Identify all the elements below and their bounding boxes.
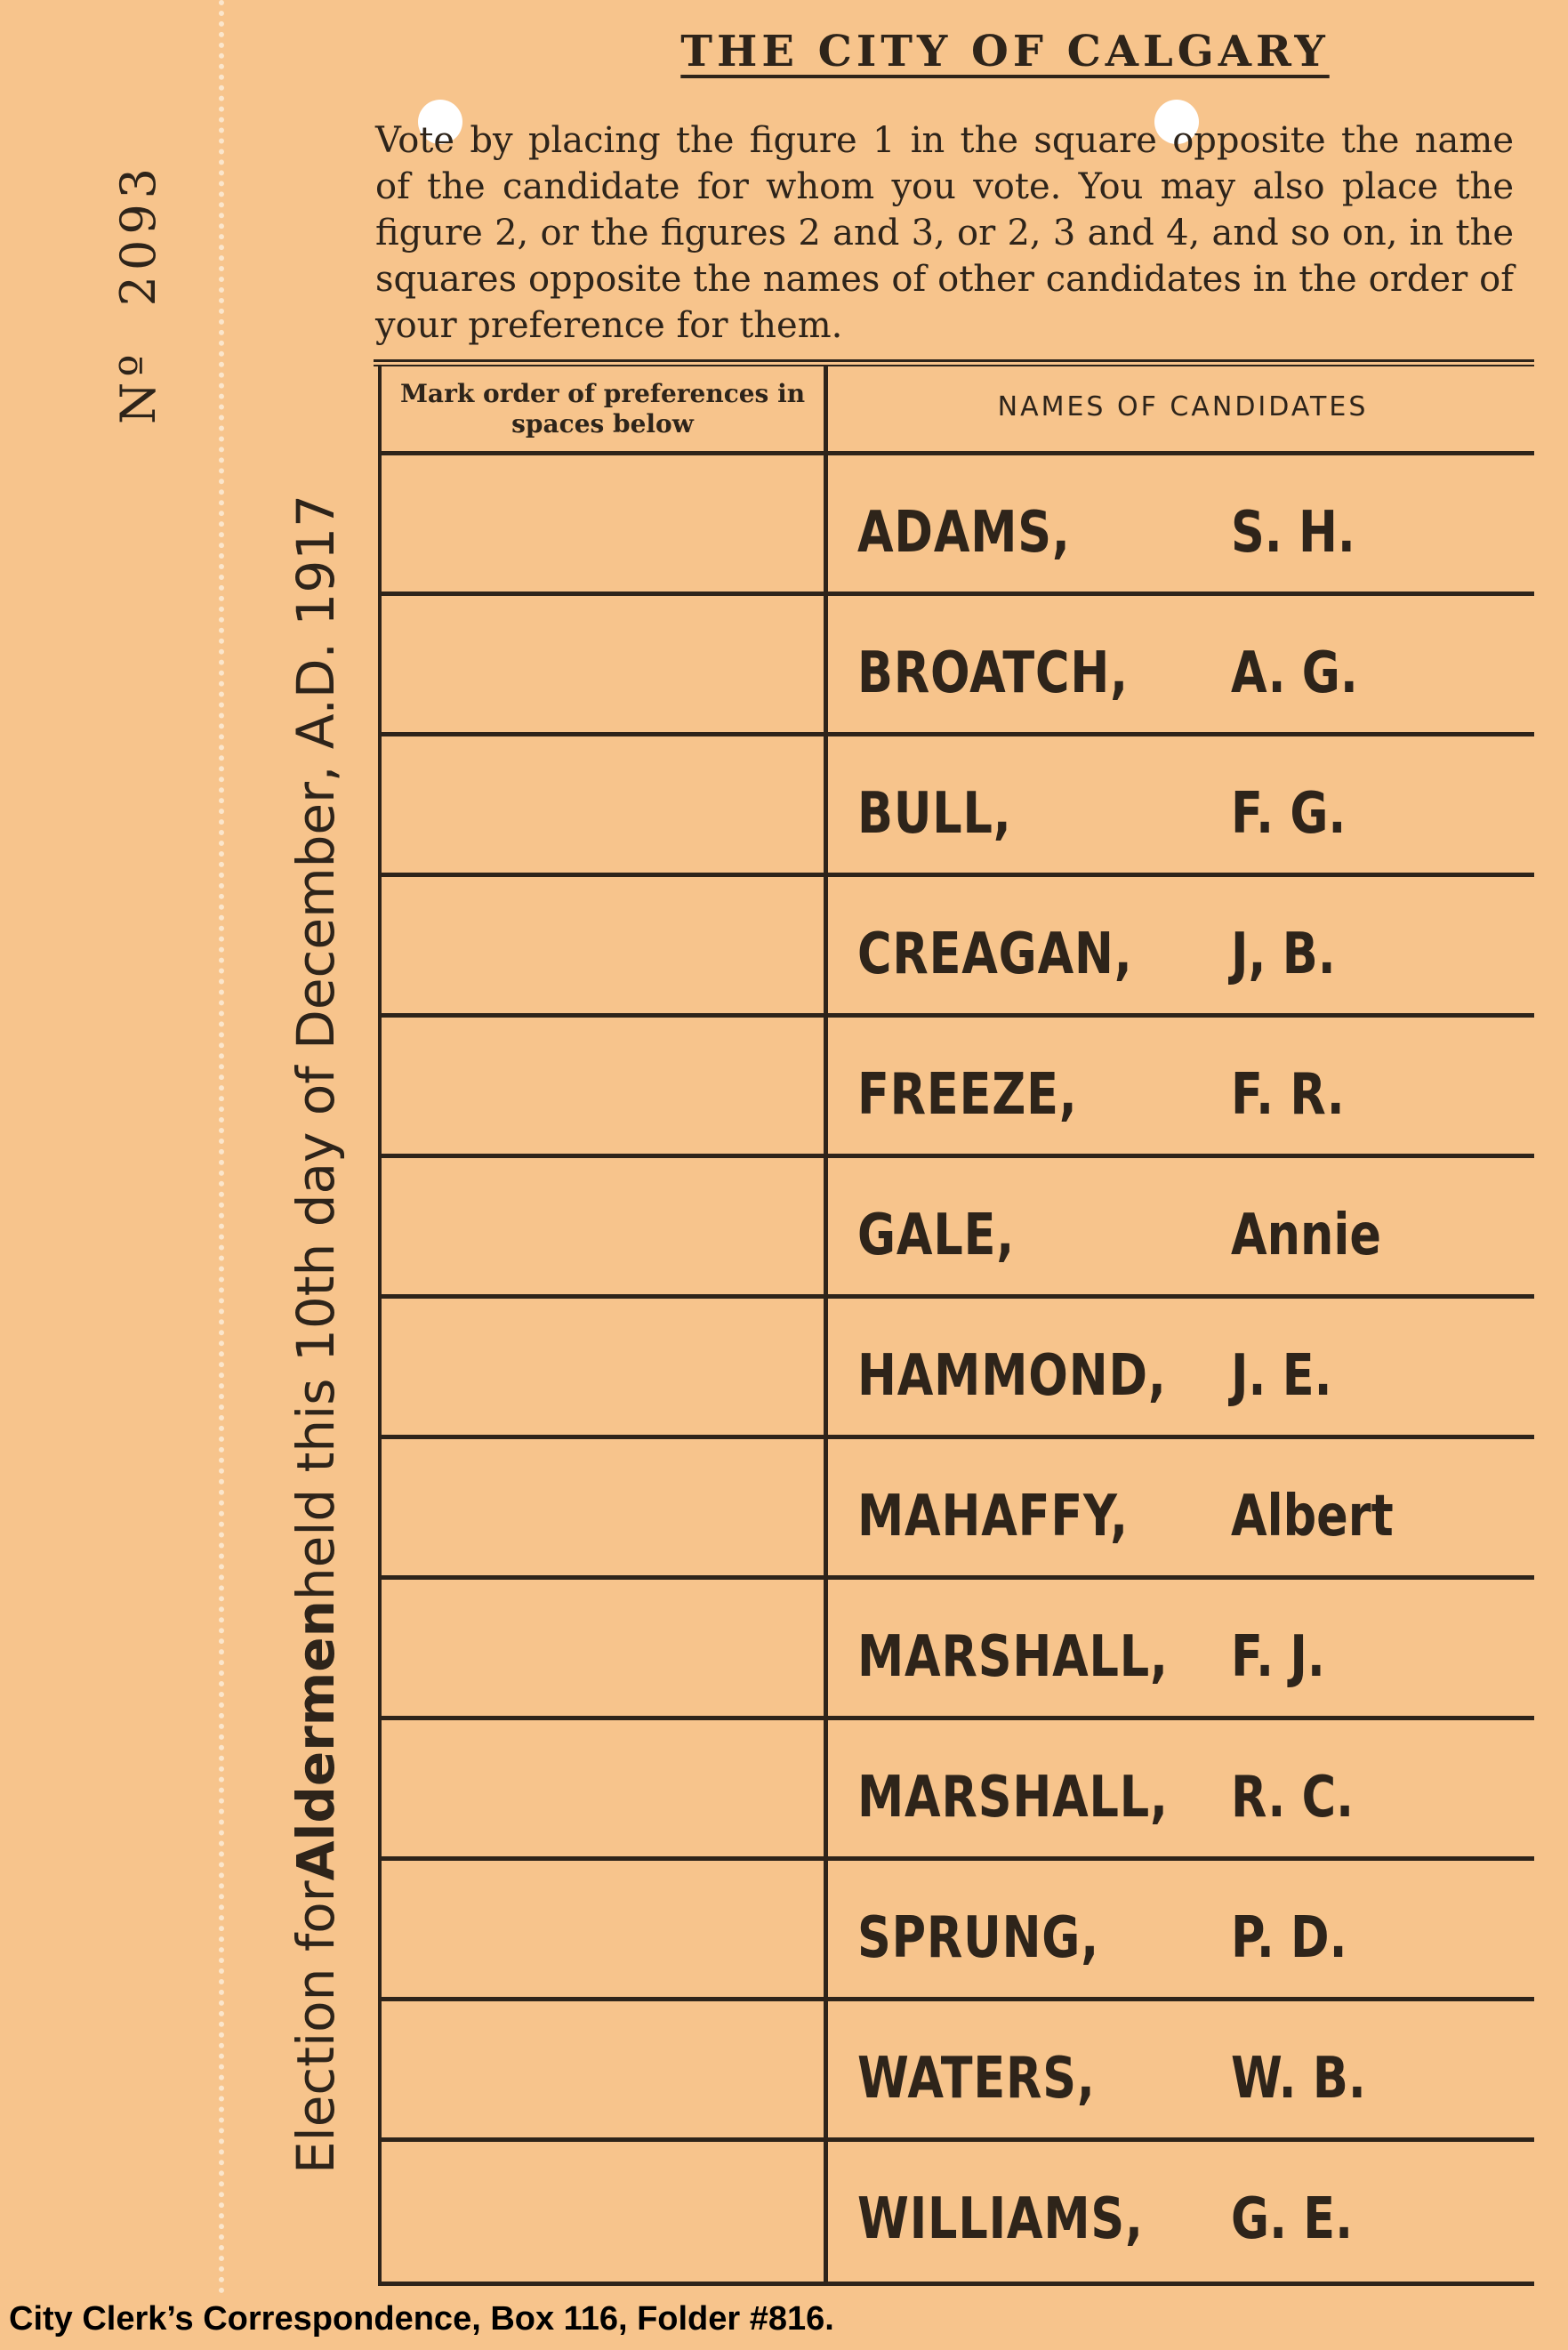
candidate-initials: G. E. [1231,2186,1354,2252]
candidate-surname: MAHAFFY, [857,1484,1129,1549]
candidates-header: NAMES OF CANDIDATES [997,391,1369,423]
candidate-row [382,1580,1534,1720]
preference-box[interactable] [382,455,824,592]
preferences-header: Mark order of preferences in spaces below [399,379,806,439]
candidate-initials: W. B. [1231,2046,1366,2112]
candidate-surname: BROATCH, [857,640,1129,706]
ballot-table [378,366,1534,2286]
candidate-initials: S. H. [1231,500,1355,566]
candidate-initials: J, B. [1231,921,1336,987]
ballot-header-row [382,366,1534,455]
candidate-initials: J. E. [1231,1343,1332,1409]
serial-value: 2093 [109,162,166,307]
candidate-surname: MARSHALL, [857,1624,1169,1690]
candidate-surname: GALE, [857,1203,1016,1268]
election-title-before: Election for [285,1880,346,2175]
candidate-row [382,1720,1534,1861]
archive-caption: City Clerk’s Correspondence, Box 116, Folder #816. [9,2300,834,2338]
preference-box[interactable] [382,736,824,873]
candidate-surname: SPRUNG, [857,1905,1099,1971]
preference-box[interactable] [382,1018,824,1154]
bottom-rule [382,2282,1534,2286]
candidate-row [382,1439,1534,1580]
preference-box[interactable] [382,1439,824,1575]
candidate-surname: CREAGAN, [857,921,1133,987]
preference-box[interactable] [382,2142,824,2282]
candidate-initials: Annie [1231,1203,1381,1268]
candidate-initials: Albert [1231,1484,1394,1549]
candidate-initials: F. R. [1231,1062,1345,1128]
candidate-row [382,877,1534,1018]
candidate-row [382,1158,1534,1299]
preference-box[interactable] [382,1299,824,1435]
ballot-title: THE CITY OF CALGARY [680,27,1330,76]
perforation-line [219,0,224,2295]
candidate-row [382,2142,1534,2282]
candidate-row [382,1861,1534,2001]
candidate-initials: A. G. [1231,640,1358,706]
candidate-surname: WILLIAMS, [857,2186,1144,2252]
candidate-row [382,736,1534,877]
preference-box[interactable] [382,1720,824,1856]
top-rule [374,359,1534,366]
candidate-surname: WATERS, [857,2046,1096,2112]
preference-box[interactable] [382,596,824,732]
candidate-initials: F. J. [1231,1624,1325,1690]
preference-box[interactable] [382,2001,824,2137]
candidate-surname: HAMMOND, [857,1343,1167,1409]
candidate-surname: BULL, [857,781,1012,847]
candidate-row [382,596,1534,736]
serial-number [93,116,182,471]
candidate-surname: MARSHALL, [857,1765,1169,1831]
preference-box[interactable] [382,877,824,1013]
voting-instructions: Vote by placing the figure 1 in the square opposite the name of the candidate for whom you vote. You may also place the figure 2, or the figures 2 and 3, or 2, 3 and 4, and so on, in the squares opposite the names of other candidates in the order of your preference for them. [375,120,1514,346]
election-title-office: Aldermen [285,1600,346,1881]
candidate-initials: P. D. [1231,1905,1347,1971]
column-divider [824,366,828,2286]
candidate-row [382,1018,1534,1158]
election-title-after: held this 10th day of December, A.D. 1917 [285,494,346,1601]
candidate-surname: FREEZE, [857,1062,1078,1128]
candidate-row [382,2001,1534,2142]
preference-box[interactable] [382,1580,824,1716]
preference-box[interactable] [382,1861,824,1997]
candidate-initials: F. G. [1231,781,1347,847]
candidate-initials: R. C. [1231,1765,1355,1831]
preference-box[interactable] [382,1158,824,1294]
candidate-row [382,1299,1534,1439]
candidate-row [382,455,1534,596]
serial-prefix: Nº [109,349,166,425]
election-title [276,436,356,2233]
candidate-surname: ADAMS, [857,500,1071,566]
